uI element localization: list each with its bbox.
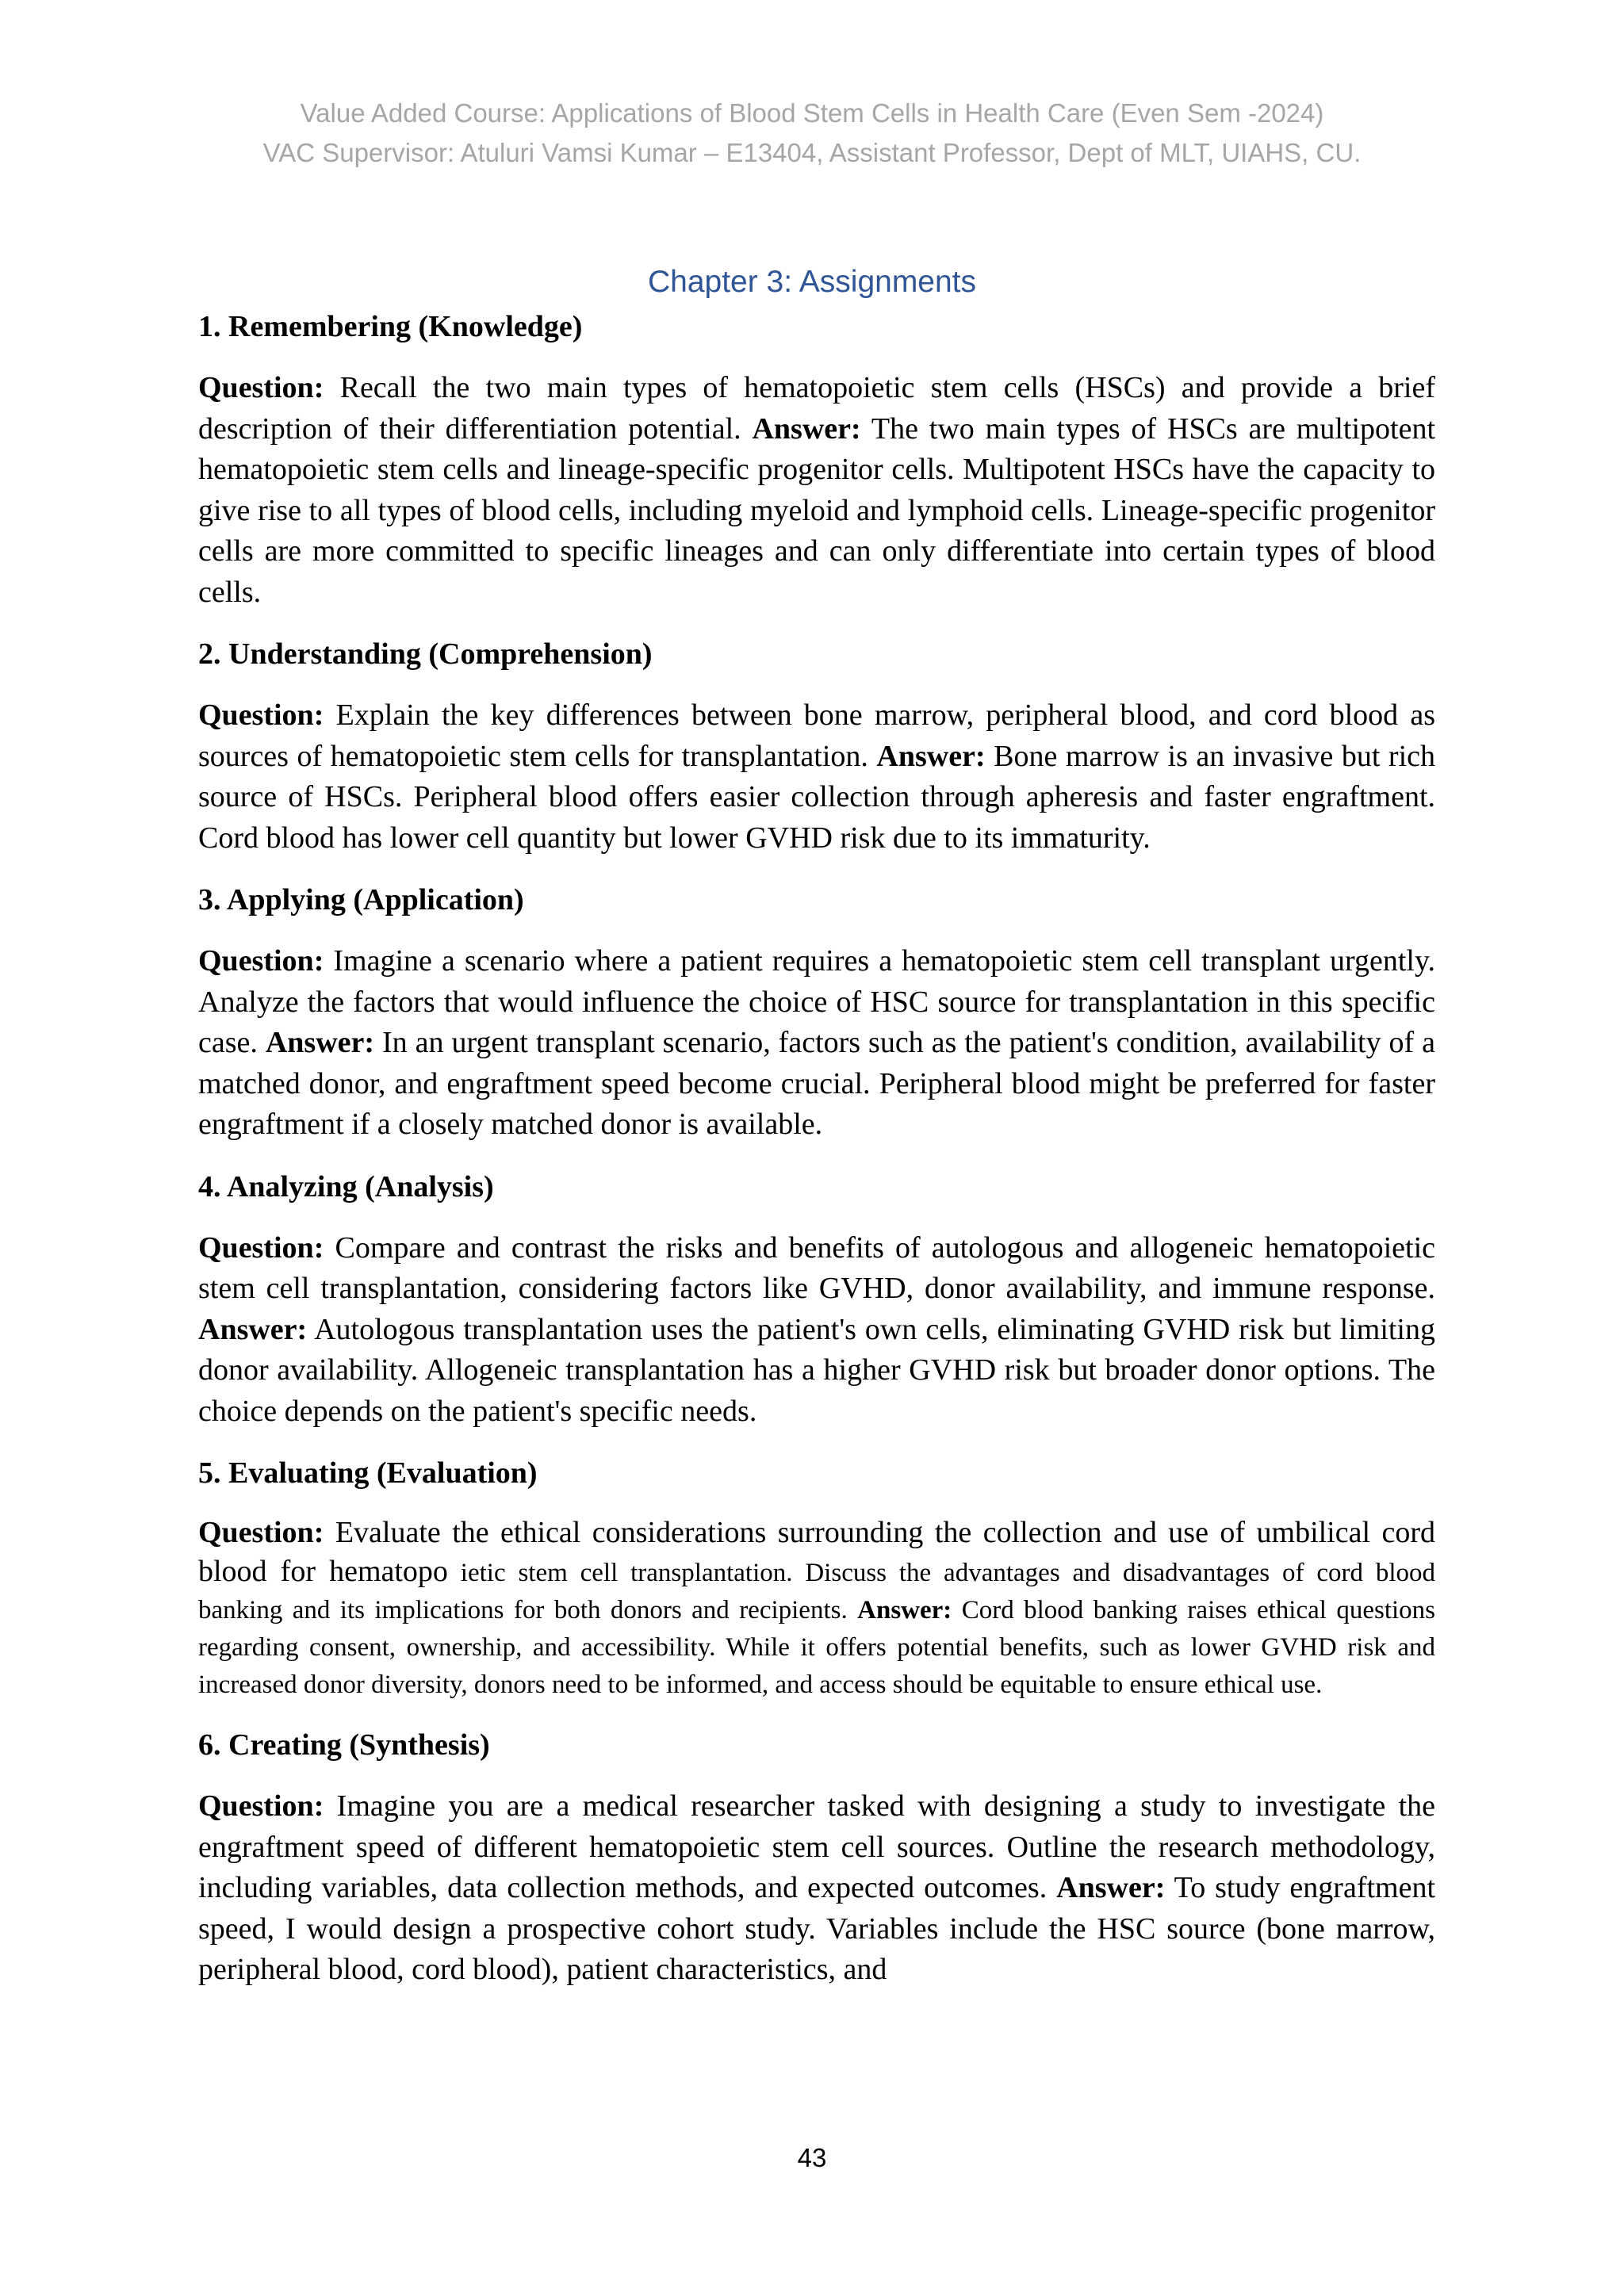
page-number: 43 bbox=[797, 2143, 827, 2172]
section-heading-evaluating: 5. Evaluating (Evaluation) bbox=[198, 1456, 538, 1490]
section-paragraph-remembering bbox=[198, 368, 1435, 613]
section-paragraph-applying bbox=[198, 941, 1435, 1146]
question-label: Question: bbox=[198, 1789, 324, 1823]
answer-label: Answer: bbox=[752, 411, 861, 446]
running-header bbox=[0, 94, 1624, 173]
question-label: Question: bbox=[198, 371, 324, 404]
question-text: Recall the two main types of hematopoietic stem cells (HSCs) and provide a brief description of their differentiation potential. bbox=[198, 371, 1436, 446]
assignments-content bbox=[198, 306, 1435, 2011]
question-label: Question: bbox=[198, 1230, 324, 1265]
question-label: Question: bbox=[198, 698, 324, 732]
section-heading-understanding: 2. Understanding (Comprehension) bbox=[198, 637, 653, 671]
chapter-title: Chapter 3: Assignments bbox=[647, 265, 977, 299]
answer-text: Autologous transplantation uses the patient's own cells, eliminating GVHD risk but limiting donor availability. Allogeneic transplantation has a higher GVHD risk but broader donor options. The choice depends on the patient's specific needs. bbox=[198, 1312, 1435, 1428]
section-paragraph-analyzing bbox=[198, 1228, 1435, 1433]
answer-text: To study engraftment speed, I would design a prospective cohort study. Variables include the HSC source (bone marrow, peripheral blood, cord blood), patient characteristics, and bbox=[198, 1871, 1436, 1986]
answer-label: Answer: bbox=[876, 739, 986, 773]
section-paragraph-creating bbox=[198, 1786, 1435, 1991]
question-text: Compare and contrast the risks and benefits of autologous and allogeneic hematopoietic stem cell transplantation, considering factors like GVHD, donor availability, and immune response. bbox=[198, 1230, 1436, 1305]
section-paragraph-understanding bbox=[198, 695, 1435, 859]
question-label: Question: bbox=[198, 1516, 324, 1549]
question-label: Question: bbox=[198, 944, 324, 978]
answer-text: In an urgent transplant scenario, factors such as the patient's condition, availability of a matched donor, and engraftment speed become crucial. Peripheral blood might be preferred for faster engraftment if a closely matched donor is available. bbox=[198, 1026, 1436, 1141]
question-text-part1: Evaluate the ethical considerations surrounding the collection and use of umbilical cord blood for hematopo bbox=[198, 1516, 1435, 1588]
question-text-part2: ietic stem cell transplantation. Discuss the advantages and disadvantages of cord blood banking and its implications for both donors and recipients. bbox=[198, 1559, 1435, 1624]
question-text: Imagine you are a medical researcher tasked with designing a study to investigate the engraftment speed of different hematopoietic stem cell sources. Outline the research methodology, including variables, data collection methods, and expected outcomes. bbox=[198, 1789, 1436, 1904]
question-text: Explain the key differences between bone marrow, peripheral blood, and cord blood as sources of hematopoietic stem cells for transplantation. bbox=[198, 698, 1436, 773]
section-heading-applying: 3. Applying (Application) bbox=[198, 883, 524, 916]
section-heading-remembering: 1. Remembering (Knowledge) bbox=[198, 310, 583, 343]
answer-label: Answer: bbox=[1056, 1871, 1166, 1904]
header-course-line: Value Added Course: Applications of Blood Stem Cells in Health Care (Even Sem -2024) bbox=[300, 98, 1324, 128]
answer-label: Answer: bbox=[265, 1026, 375, 1059]
question-text: Imagine a scenario where a patient requires a hematopoietic stem cell transplant urgently. Analyze the factors that would influence the choice of HSC source for transplantation in this specific case. bbox=[198, 944, 1435, 1059]
answer-text: The two main types of HSCs are multipotent hematopoietic stem cells and lineage-specific progenitor cells. Multipotent HSCs have the capacity to give rise to all types of blood cells, including myeloid and lymphoid cells. Lineage-specific progenitor cells are more committed to specific lineages and can only differentiate into certain types of blood cells. bbox=[198, 411, 1435, 609]
answer-label: Answer: bbox=[857, 1596, 952, 1624]
answer-text: Cord blood banking raises ethical questions regarding consent, ownership, and accessibility. While it offers potential benefits, such as lower GVHD risk and increased donor diversity, donors need to be informed, and access should be equitable to ensure ethical use. bbox=[198, 1596, 1436, 1699]
section-paragraph-evaluating bbox=[198, 1514, 1435, 1704]
section-heading-creating: 6. Creating (Synthesis) bbox=[198, 1728, 490, 1762]
answer-text: Bone marrow is an invasive but rich source of HSCs. Peripheral blood offers easier collection through apheresis and faster engraftment. Cord blood has lower cell quantity but lower GVHD risk due to its immaturity. bbox=[198, 739, 1435, 855]
section-heading-analyzing: 4. Analyzing (Analysis) bbox=[198, 1169, 494, 1203]
answer-label: Answer: bbox=[198, 1312, 308, 1346]
header-supervisor-line: VAC Supervisor: Atuluri Vamsi Kumar – E13404, Assistant Professor, Dept of MLT, UIAHS, CU. bbox=[262, 138, 1362, 167]
